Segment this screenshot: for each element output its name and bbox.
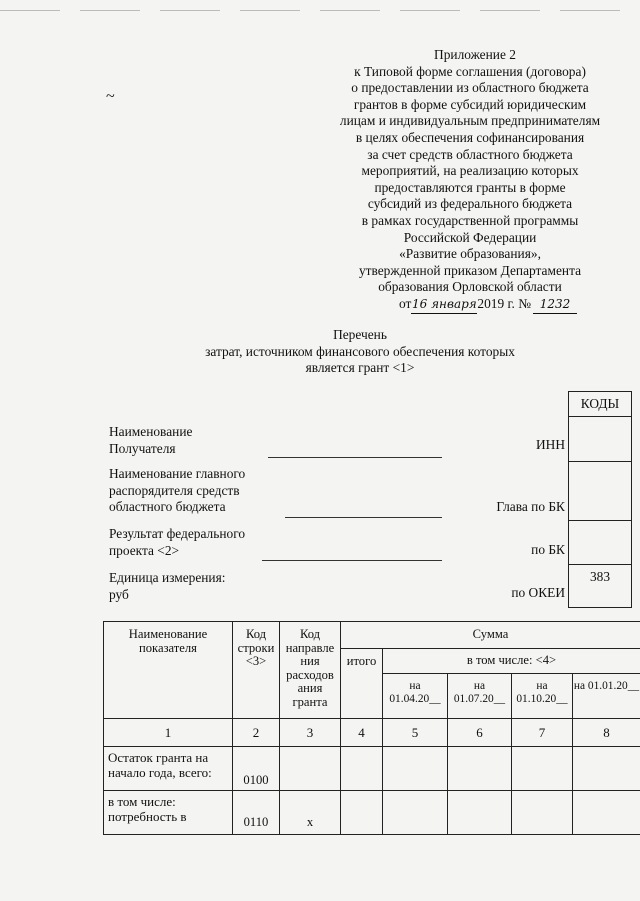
main-manager-field-line xyxy=(285,517,442,518)
row-code: 0100 xyxy=(233,747,280,791)
row-cell xyxy=(383,747,448,791)
date-prefix: от xyxy=(399,295,412,311)
appendix-date-line xyxy=(320,296,620,314)
result-label: Результат федерального проекта <2> xyxy=(109,526,246,558)
appendix-line: в целях обеспечения софинансирования xyxy=(355,129,585,145)
col-number: 4 xyxy=(341,719,383,747)
result-field-line xyxy=(262,560,442,561)
col-number: 1 xyxy=(104,719,233,747)
col-direction-header: Код направле ния расходов ания гранта xyxy=(280,622,341,719)
appendix-line: «Развитие образования», xyxy=(399,246,541,262)
appendix-block xyxy=(320,47,620,314)
row-name: в том числе: потребность в xyxy=(104,791,233,835)
inn-label: ИНН xyxy=(535,437,565,452)
appendix-line: Российской Федерации xyxy=(403,229,537,245)
row-cell xyxy=(341,791,383,835)
row-name: Остаток гранта на начало года, всего: xyxy=(104,747,233,791)
appendix-line: в рамках государственной программы xyxy=(361,212,579,228)
appendix-line: лицам и индивидуальным предпринимателям xyxy=(339,113,601,129)
appendix-line: грантов в форме субсидий юридическим xyxy=(353,96,587,112)
recipient-label: Наименование Получателя xyxy=(109,424,193,456)
codes-header: КОДЫ xyxy=(569,392,632,417)
period-header: на 01.04.20__ xyxy=(383,674,448,719)
col-number: 6 xyxy=(448,719,512,747)
po-bk-code-cell xyxy=(569,521,632,565)
glava-bk-code-cell xyxy=(569,462,632,521)
appendix-line: Приложение 2 xyxy=(434,47,516,62)
row-direction xyxy=(280,747,341,791)
row-cell xyxy=(448,791,512,835)
row-cell xyxy=(383,791,448,835)
inn-code-cell xyxy=(569,417,632,462)
title-line-2: затрат, источником финансового обеспечения которых xyxy=(205,343,515,359)
col-sum-header: Сумма xyxy=(341,622,640,649)
row-cell xyxy=(573,791,640,835)
appendix-line: к Типовой форме соглашения (договора) xyxy=(354,63,586,79)
appendix-line: мероприятий, на реализацию которых xyxy=(361,163,579,179)
col-including-header: в том числе: <4> xyxy=(383,649,640,674)
row-code: 0110 xyxy=(233,791,280,835)
col-number: 7 xyxy=(512,719,573,747)
appendix-line: утвержденной приказом Департамента xyxy=(358,262,582,278)
col-name-header: Наименование показателя xyxy=(104,622,233,719)
appendix-line: образования Орловской области xyxy=(378,279,562,295)
handwritten-date: 16 января xyxy=(411,296,477,314)
col-code-header: Код строки <3> xyxy=(233,622,280,719)
appendix-line: предоставляются гранты в форме xyxy=(374,179,566,195)
unit-label: Единица измерения: руб xyxy=(109,570,226,602)
appendix-line: о предоставлении из областного бюджета xyxy=(351,80,589,96)
period-header: на 01.01.20__ xyxy=(573,674,640,719)
codes-box xyxy=(568,391,632,608)
po-okei-label: по ОКЕИ xyxy=(511,585,565,600)
recipient-field-line xyxy=(268,457,442,458)
row-cell xyxy=(448,747,512,791)
appendix-line: субсидий из федерального бюджета xyxy=(367,196,573,212)
document-title xyxy=(160,327,560,377)
po-bk-label: по БК xyxy=(531,542,565,557)
scan-top-border xyxy=(0,10,640,11)
stray-mark: ~ xyxy=(106,88,115,105)
row-cell xyxy=(573,747,640,791)
title-line-3: является грант <1> xyxy=(305,360,415,376)
col-total-header: итого xyxy=(341,649,383,719)
okei-code-cell: 383 xyxy=(569,565,632,608)
period-header: на 01.07.20__ xyxy=(448,674,512,719)
col-number: 5 xyxy=(383,719,448,747)
date-suffix: 2019 г. № xyxy=(477,295,531,311)
col-number: 3 xyxy=(280,719,341,747)
col-number: 2 xyxy=(233,719,280,747)
handwritten-number: 1232 xyxy=(533,296,577,314)
costs-table xyxy=(103,621,640,835)
glava-bk-label: Глава по БК xyxy=(496,499,565,514)
row-cell xyxy=(512,747,573,791)
title-line-1: Перечень xyxy=(333,327,387,342)
row-cell xyxy=(512,791,573,835)
row-direction: x xyxy=(280,791,341,835)
main-manager-label: Наименование главного распорядителя средств областного бюджета xyxy=(109,466,246,514)
table-row xyxy=(104,747,640,791)
appendix-line: за счет средств областного бюджета xyxy=(367,146,573,162)
row-cell xyxy=(341,747,383,791)
table-row xyxy=(104,791,640,835)
col-number: 8 xyxy=(573,719,640,747)
period-header: на 01.10.20__ xyxy=(512,674,573,719)
